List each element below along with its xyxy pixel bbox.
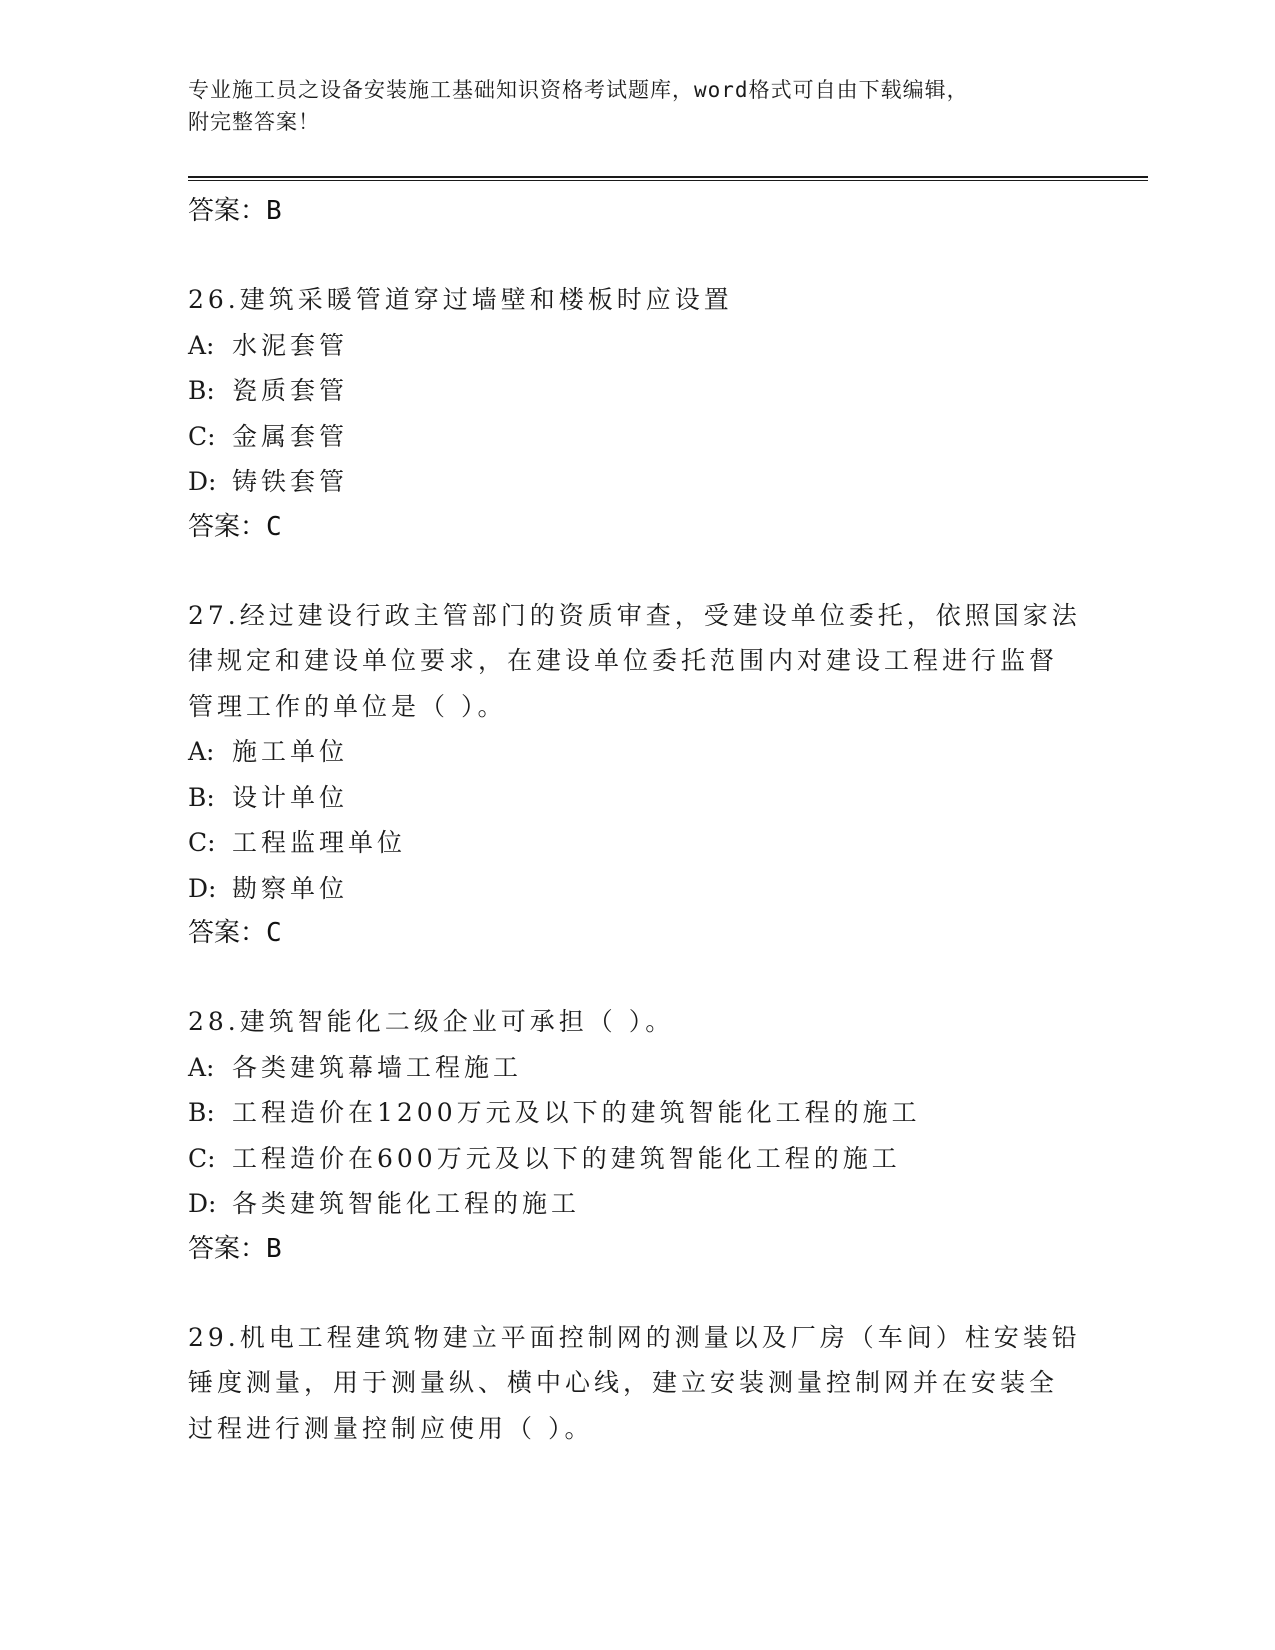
question-text [188, 999, 1148, 1045]
spacer [188, 234, 1148, 277]
option-letter: C: [188, 1143, 216, 1173]
option-text: 各类建筑幕墙工程施工 [232, 1052, 523, 1082]
option-d [188, 1181, 1148, 1227]
option-d [188, 866, 1148, 912]
option-a [188, 1045, 1148, 1091]
spacer [188, 1272, 1148, 1315]
document-header [188, 70, 1148, 138]
option-b [188, 368, 1148, 414]
question-text [188, 1315, 1148, 1452]
document-page [188, 70, 1148, 1451]
answer-label: 答案： [188, 511, 267, 542]
question-line: 锤度测量，用于测量纵、横中心线，建立安装测量控制网并在安装全 [188, 1368, 1059, 1397]
question-line: 29.机电工程建筑物建立平面控制网的测量以及厂房（车间）柱安装铅 [188, 1322, 1081, 1352]
answer-line [188, 911, 1148, 956]
answer-value: B [266, 1233, 282, 1264]
option-d [188, 459, 1148, 505]
answer-value: C [266, 511, 282, 542]
option-b [188, 775, 1148, 821]
option-b [188, 1090, 1148, 1136]
option-text: 工程造价在1200万元及以下的建筑智能化工程的施工 [232, 1098, 921, 1127]
answer-label: 答案： [188, 918, 267, 948]
question-26 [188, 277, 1148, 550]
header-divider [188, 176, 1148, 181]
question-28 [188, 999, 1148, 1272]
option-letter: D: [188, 467, 217, 496]
option-letter: B: [188, 782, 215, 812]
answer-value: B [266, 196, 282, 226]
option-text: 施工单位 [232, 737, 349, 766]
answer-label: 答案： [188, 1233, 267, 1264]
question-29 [188, 1315, 1148, 1452]
option-a [188, 323, 1148, 369]
option-c [188, 820, 1148, 866]
question-line: 过程进行测量控制应使用（ ）。 [188, 1413, 594, 1443]
option-text: 水泥套管 [232, 330, 349, 360]
option-letter: D: [188, 873, 217, 903]
option-a [188, 729, 1148, 775]
header-line-1: 专业施工员之设备安装施工基础知识资格考试题库，word格式可自由下载编辑， [188, 78, 969, 102]
question-line: 管理工作的单位是（ ）。 [188, 691, 507, 721]
option-text: 设计单位 [232, 782, 349, 812]
question-line: 26.建筑采暖管道穿过墙壁和楼板时应设置 [188, 285, 733, 314]
option-c [188, 414, 1148, 460]
option-letter: D: [188, 1189, 217, 1218]
header-line-2: 附完整答案！ [188, 110, 320, 134]
option-text: 各类建筑智能化工程的施工 [232, 1189, 581, 1218]
option-text: 瓷质套管 [232, 376, 349, 405]
answer-line [188, 505, 1148, 550]
question-text [188, 277, 1148, 323]
option-text: 工程造价在600万元及以下的建筑智能化工程的施工 [232, 1143, 901, 1173]
question-line: 律规定和建设单位要求，在建设单位委托范围内对建设工程进行监督 [188, 646, 1059, 675]
option-letter: A: [188, 330, 215, 360]
option-letter: B: [188, 1098, 215, 1127]
option-letter: A: [188, 737, 215, 766]
question-27 [188, 593, 1148, 957]
answer-line [188, 1227, 1148, 1272]
spacer [188, 956, 1148, 999]
question-line: 27.经过建设行政主管部门的资质审查，受建设单位委托，依照国家法 [188, 600, 1081, 630]
option-letter: B: [188, 376, 215, 405]
option-letter: C: [188, 421, 216, 451]
spacer [188, 550, 1148, 593]
answer-label: 答案： [188, 196, 267, 226]
answer-value: C [266, 918, 282, 948]
answer-line-25 [188, 189, 1148, 234]
question-line: 28.建筑智能化二级企业可承担（ ）。 [188, 1007, 675, 1036]
question-text [188, 593, 1148, 730]
option-letter: A: [188, 1052, 215, 1082]
option-text: 勘察单位 [232, 873, 349, 903]
option-letter: C: [188, 828, 216, 857]
option-text: 铸铁套管 [232, 467, 349, 496]
option-text: 金属套管 [232, 421, 349, 451]
option-text: 工程监理单位 [232, 828, 407, 857]
option-c [188, 1136, 1148, 1182]
